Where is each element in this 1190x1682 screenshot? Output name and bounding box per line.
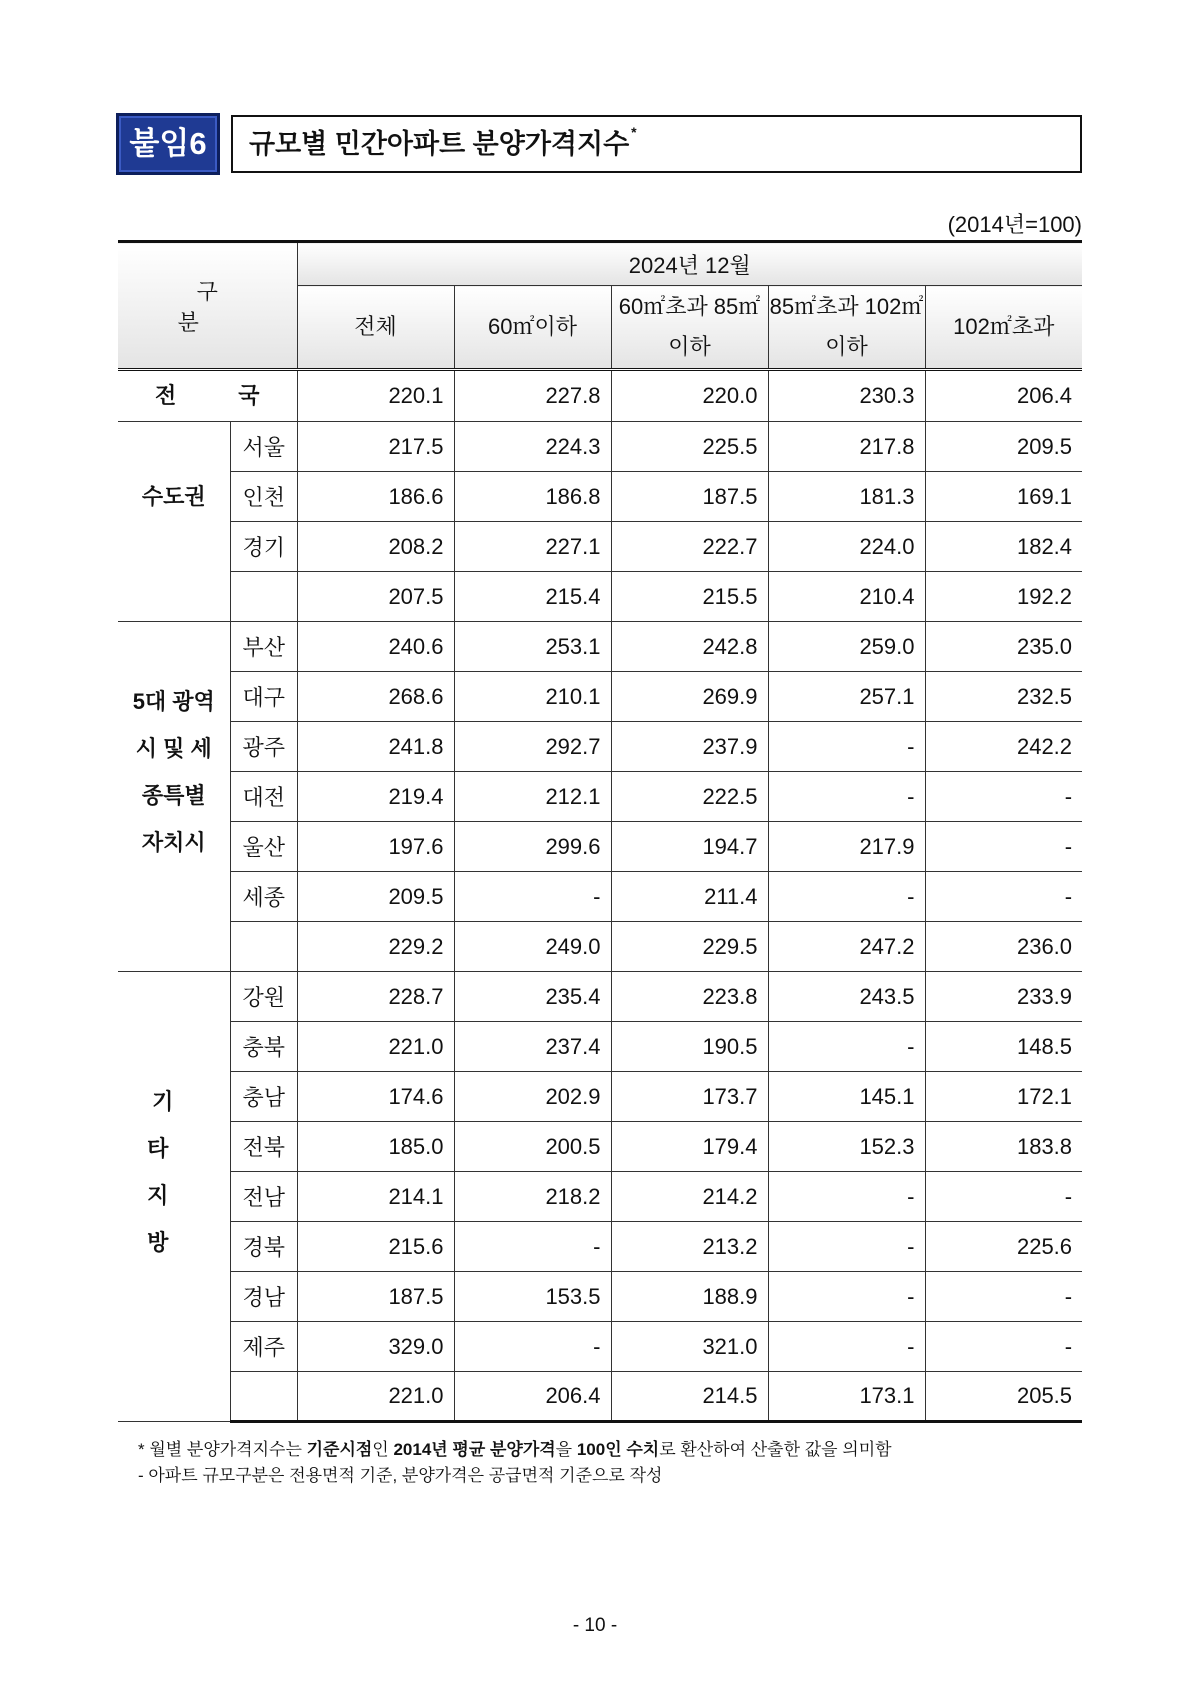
table-row bbox=[118, 822, 1082, 872]
value-cell: 210.4 bbox=[768, 572, 925, 622]
region-label: 경북 bbox=[230, 1222, 297, 1272]
table-row bbox=[118, 622, 1082, 672]
value-cell: 225.5 bbox=[611, 422, 768, 472]
national-label: 전 국 bbox=[118, 370, 297, 422]
region-label: 서울 bbox=[230, 422, 297, 472]
table-row bbox=[118, 472, 1082, 522]
value-cell: 240.6 bbox=[297, 622, 454, 672]
region-label: 울산 bbox=[230, 822, 297, 872]
value-cell: - bbox=[768, 772, 925, 822]
value-cell: 206.4 bbox=[925, 370, 1082, 422]
value-cell: 174.6 bbox=[297, 1072, 454, 1122]
value-cell: 187.5 bbox=[611, 472, 768, 522]
value-cell: 212.1 bbox=[454, 772, 611, 822]
value-cell: 229.5 bbox=[611, 922, 768, 972]
value-cell: - bbox=[925, 1172, 1082, 1222]
value-cell: - bbox=[768, 1322, 925, 1372]
value-cell: 213.2 bbox=[611, 1222, 768, 1272]
value-cell: 148.5 bbox=[925, 1022, 1082, 1072]
value-cell: 172.1 bbox=[925, 1072, 1082, 1122]
value-cell: 221.0 bbox=[297, 1372, 454, 1422]
header-category: 구 분 bbox=[118, 242, 297, 370]
group-label: 수도권 bbox=[118, 422, 230, 622]
value-cell: 249.0 bbox=[454, 922, 611, 972]
value-cell: - bbox=[768, 722, 925, 772]
value-cell: 214.2 bbox=[611, 1172, 768, 1222]
value-cell: 241.8 bbox=[297, 722, 454, 772]
value-cell: 228.7 bbox=[297, 972, 454, 1022]
title-box bbox=[231, 115, 1082, 173]
table-row bbox=[118, 772, 1082, 822]
subtotal-blank bbox=[230, 1372, 297, 1422]
value-cell: 220.1 bbox=[297, 370, 454, 422]
value-cell: 229.2 bbox=[297, 922, 454, 972]
value-cell: 224.3 bbox=[454, 422, 611, 472]
value-cell: 219.4 bbox=[297, 772, 454, 822]
value-cell: 268.6 bbox=[297, 672, 454, 722]
value-cell: 186.6 bbox=[297, 472, 454, 522]
value-cell: 218.2 bbox=[454, 1172, 611, 1222]
table-row-subtotal bbox=[118, 1372, 1082, 1422]
region-label: 강원 bbox=[230, 972, 297, 1022]
region-label: 전북 bbox=[230, 1122, 297, 1172]
value-cell: 217.5 bbox=[297, 422, 454, 472]
value-cell: 206.4 bbox=[454, 1372, 611, 1422]
value-cell: - bbox=[768, 1272, 925, 1322]
table-row bbox=[118, 1272, 1082, 1322]
header-period: 2024년 12월 bbox=[297, 242, 1082, 286]
unit-label: (2014년=100) bbox=[947, 212, 1082, 237]
value-cell: 222.7 bbox=[611, 522, 768, 572]
table-row-subtotal bbox=[118, 922, 1082, 972]
value-cell: 205.5 bbox=[925, 1372, 1082, 1422]
value-cell: 215.4 bbox=[454, 572, 611, 622]
value-cell: - bbox=[925, 872, 1082, 922]
region-label: 경기 bbox=[230, 522, 297, 572]
value-cell: 214.5 bbox=[611, 1372, 768, 1422]
value-cell: 253.1 bbox=[454, 622, 611, 672]
region-label: 전남 bbox=[230, 1172, 297, 1222]
value-cell: 321.0 bbox=[611, 1322, 768, 1372]
value-cell: 227.8 bbox=[454, 370, 611, 422]
value-cell: 183.8 bbox=[925, 1122, 1082, 1172]
value-cell: 200.5 bbox=[454, 1122, 611, 1172]
value-cell: 173.7 bbox=[611, 1072, 768, 1122]
table-row bbox=[118, 1172, 1082, 1222]
value-cell: - bbox=[454, 872, 611, 922]
value-cell: 152.3 bbox=[768, 1122, 925, 1172]
value-cell: 209.5 bbox=[297, 872, 454, 922]
value-cell: 230.3 bbox=[768, 370, 925, 422]
value-cell: 185.0 bbox=[297, 1122, 454, 1172]
page-number: - 10 - bbox=[572, 1615, 618, 1636]
value-cell: 221.0 bbox=[297, 1022, 454, 1072]
value-cell: 181.3 bbox=[768, 472, 925, 522]
value-cell: 220.0 bbox=[611, 370, 768, 422]
value-cell: 173.1 bbox=[768, 1372, 925, 1422]
value-cell: 192.2 bbox=[925, 572, 1082, 622]
value-cell: - bbox=[454, 1322, 611, 1372]
region-label: 충북 bbox=[230, 1022, 297, 1072]
group-label: 5대 광역시 및 세종특별자치시 bbox=[118, 622, 230, 972]
value-cell: - bbox=[925, 1272, 1082, 1322]
attachment-badge: 붙임6 bbox=[116, 113, 220, 175]
value-cell: 188.9 bbox=[611, 1272, 768, 1322]
value-cell: 187.5 bbox=[297, 1272, 454, 1322]
value-cell: 197.6 bbox=[297, 822, 454, 872]
table-row bbox=[118, 1122, 1082, 1172]
value-cell: 217.8 bbox=[768, 422, 925, 472]
value-cell: 209.5 bbox=[925, 422, 1082, 472]
value-cell: 259.0 bbox=[768, 622, 925, 672]
table-row bbox=[118, 872, 1082, 922]
value-cell: 182.4 bbox=[925, 522, 1082, 572]
value-cell: 169.1 bbox=[925, 472, 1082, 522]
region-label: 부산 bbox=[230, 622, 297, 672]
value-cell: 194.7 bbox=[611, 822, 768, 872]
header-col-0: 전체 bbox=[297, 286, 454, 370]
header-col-4: 102㎡초과 bbox=[925, 286, 1082, 370]
value-cell: 153.5 bbox=[454, 1272, 611, 1322]
value-cell: 179.4 bbox=[611, 1122, 768, 1172]
value-cell: 202.9 bbox=[454, 1072, 611, 1122]
title-section bbox=[116, 113, 1082, 175]
table-row bbox=[118, 422, 1082, 472]
value-cell: 190.5 bbox=[611, 1022, 768, 1072]
value-cell: 235.4 bbox=[454, 972, 611, 1022]
subtotal-blank bbox=[230, 922, 297, 972]
header-col-2: 60㎡초과 85㎡이하 bbox=[611, 286, 768, 370]
price-index-table bbox=[118, 240, 1082, 1423]
table-row bbox=[118, 1072, 1082, 1122]
value-cell: 242.8 bbox=[611, 622, 768, 672]
footnote-2: - 아파트 규모구분은 전용면적 기준, 분양가격은 공급면적 기준으로 작성 bbox=[138, 1466, 663, 1485]
value-cell: 237.9 bbox=[611, 722, 768, 772]
region-label: 광주 bbox=[230, 722, 297, 772]
value-cell: 207.5 bbox=[297, 572, 454, 622]
table-row bbox=[118, 1222, 1082, 1272]
header-col-3: 85㎡초과 102㎡이하 bbox=[768, 286, 925, 370]
value-cell: 186.8 bbox=[454, 472, 611, 522]
region-label: 대구 bbox=[230, 672, 297, 722]
title-footnote-mark: * bbox=[631, 124, 637, 140]
table-row bbox=[118, 1022, 1082, 1072]
table-row bbox=[118, 972, 1082, 1022]
page-title: 규모별 민간아파트 분양가격지수 bbox=[249, 129, 630, 159]
table-row bbox=[118, 722, 1082, 772]
group-label: 기타 지방 bbox=[118, 972, 230, 1422]
region-label: 인천 bbox=[230, 472, 297, 522]
value-cell: - bbox=[768, 1022, 925, 1072]
value-cell: 232.5 bbox=[925, 672, 1082, 722]
value-cell: - bbox=[768, 1222, 925, 1272]
footnotes bbox=[138, 1437, 892, 1489]
value-cell: 233.9 bbox=[925, 972, 1082, 1022]
value-cell: 243.5 bbox=[768, 972, 925, 1022]
table-row bbox=[118, 672, 1082, 722]
value-cell: 329.0 bbox=[297, 1322, 454, 1372]
value-cell: 223.8 bbox=[611, 972, 768, 1022]
value-cell: 236.0 bbox=[925, 922, 1082, 972]
region-label: 충남 bbox=[230, 1072, 297, 1122]
value-cell: 224.0 bbox=[768, 522, 925, 572]
value-cell: 225.6 bbox=[925, 1222, 1082, 1272]
table-row bbox=[118, 522, 1082, 572]
table-row-subtotal bbox=[118, 572, 1082, 622]
subtotal-blank bbox=[230, 572, 297, 622]
value-cell: 208.2 bbox=[297, 522, 454, 572]
value-cell: 214.1 bbox=[297, 1172, 454, 1222]
value-cell: 145.1 bbox=[768, 1072, 925, 1122]
value-cell: - bbox=[768, 1172, 925, 1222]
value-cell: - bbox=[454, 1222, 611, 1272]
table-row bbox=[118, 1322, 1082, 1372]
value-cell: 292.7 bbox=[454, 722, 611, 772]
value-cell: 269.9 bbox=[611, 672, 768, 722]
value-cell: 242.2 bbox=[925, 722, 1082, 772]
value-cell: 211.4 bbox=[611, 872, 768, 922]
region-label: 경남 bbox=[230, 1272, 297, 1322]
region-label: 세종 bbox=[230, 872, 297, 922]
value-cell: 237.4 bbox=[454, 1022, 611, 1072]
region-label: 제주 bbox=[230, 1322, 297, 1372]
value-cell: - bbox=[925, 772, 1082, 822]
footnote-1: * 월별 분양가격지수는 기준시점인 2014년 평균 분양가격을 100인 수치로 환산하여 산출한 값을 의미함 bbox=[138, 1440, 892, 1459]
value-cell: 217.9 bbox=[768, 822, 925, 872]
value-cell: 235.0 bbox=[925, 622, 1082, 672]
value-cell: 210.1 bbox=[454, 672, 611, 722]
value-cell: - bbox=[768, 872, 925, 922]
value-cell: 215.6 bbox=[297, 1222, 454, 1272]
table-row-national bbox=[118, 370, 1082, 422]
value-cell: - bbox=[925, 822, 1082, 872]
value-cell: 227.1 bbox=[454, 522, 611, 572]
value-cell: 215.5 bbox=[611, 572, 768, 622]
region-label: 대전 bbox=[230, 772, 297, 822]
value-cell: 299.6 bbox=[454, 822, 611, 872]
value-cell: 257.1 bbox=[768, 672, 925, 722]
value-cell: 222.5 bbox=[611, 772, 768, 822]
header-col-1: 60㎡이하 bbox=[454, 286, 611, 370]
value-cell: - bbox=[925, 1322, 1082, 1372]
value-cell: 247.2 bbox=[768, 922, 925, 972]
